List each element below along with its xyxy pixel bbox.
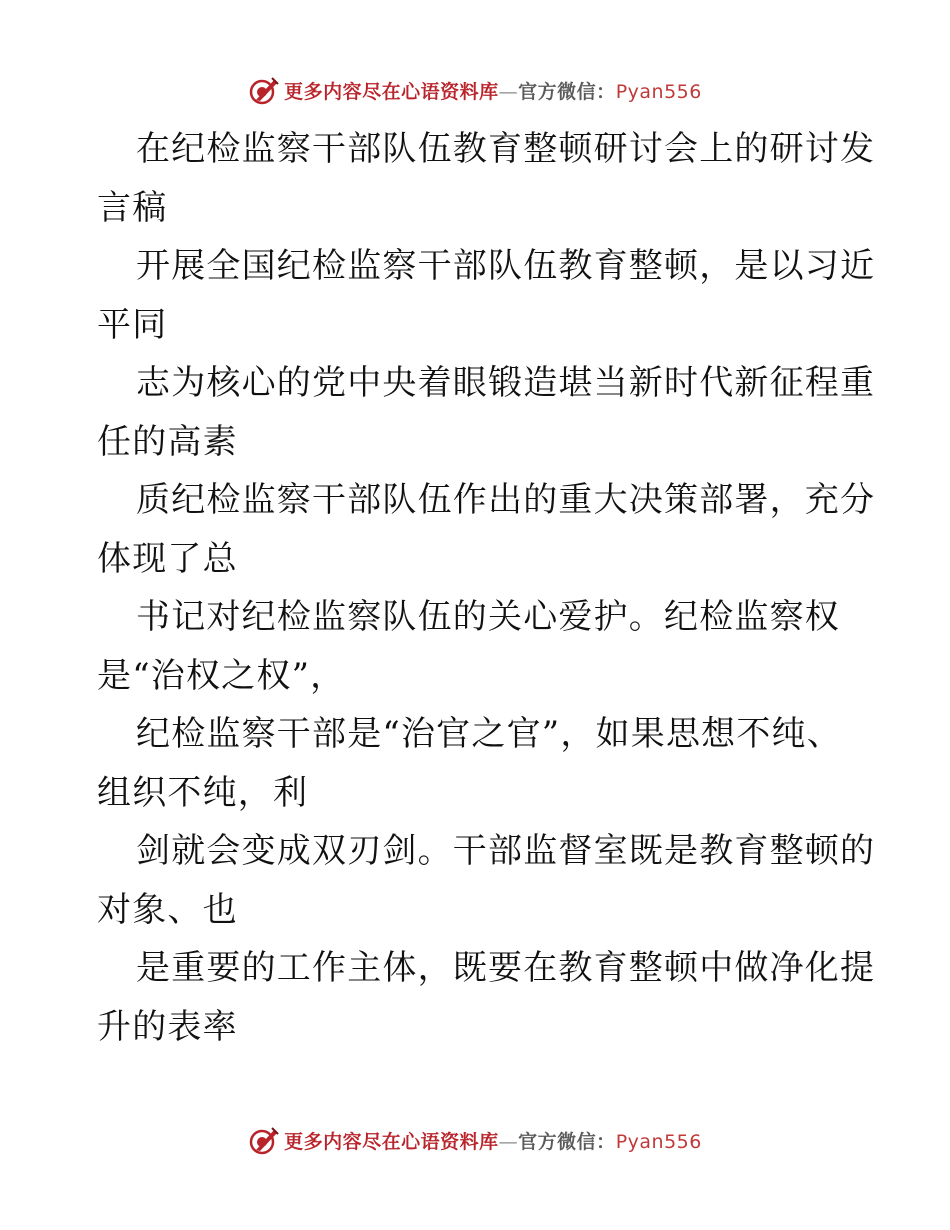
header-watermark bbox=[0, 70, 950, 110]
watermark-wechat-label: 官方微信： bbox=[518, 1130, 616, 1153]
quill-logo-icon bbox=[248, 74, 280, 106]
text-line: 纪检监察干部是“治官之官”，如果思想不纯、 bbox=[136, 714, 842, 754]
watermark-text bbox=[284, 77, 702, 104]
document-body bbox=[97, 120, 876, 1056]
watermark-dash: — bbox=[498, 80, 519, 103]
text-line: 在纪检监察干部队伍教育整顿研讨会上的研讨发 bbox=[136, 129, 876, 169]
text-line: 升的表率 bbox=[97, 1006, 238, 1047]
watermark-site: 更多内容尽在心语资料库 bbox=[284, 80, 499, 103]
watermark-dash: — bbox=[498, 1130, 519, 1153]
text-line: 开展全国纪检监察干部队伍教育整顿，是以习近 bbox=[136, 246, 876, 286]
watermark-wechat-id: Pyan556 bbox=[615, 1130, 702, 1153]
text-line: 质纪检监察干部队伍作出的重大决策部署，充分 bbox=[136, 480, 876, 520]
footer-watermark bbox=[0, 1120, 950, 1160]
text-line: 是重要的工作主体，既要在教育整顿中做净化提 bbox=[136, 948, 876, 988]
text-line: 书记对纪检监察队伍的关心爱护。纪检监察权 bbox=[136, 597, 840, 637]
text-line: 体现了总 bbox=[97, 538, 238, 579]
text-line: 剑就会变成双刃剑。干部监督室既是教育整顿的 bbox=[136, 831, 876, 871]
text-line: 组织不纯，利 bbox=[97, 772, 309, 813]
watermark-text bbox=[284, 1127, 702, 1154]
text-line: 任的高素 bbox=[97, 421, 238, 462]
text-line: 平同 bbox=[97, 304, 168, 345]
text-line: 志为核心的党中央着眼锻造堪当新时代新征程重 bbox=[136, 363, 876, 403]
text-line: 言稿 bbox=[97, 187, 168, 228]
watermark-wechat-label: 官方微信： bbox=[518, 80, 616, 103]
text-line: 是“治权之权”， bbox=[97, 655, 346, 696]
watermark-site: 更多内容尽在心语资料库 bbox=[284, 1130, 499, 1153]
text-line: 对象、也 bbox=[97, 889, 238, 930]
quill-logo-icon bbox=[248, 1124, 280, 1156]
watermark-wechat-id: Pyan556 bbox=[615, 80, 702, 103]
